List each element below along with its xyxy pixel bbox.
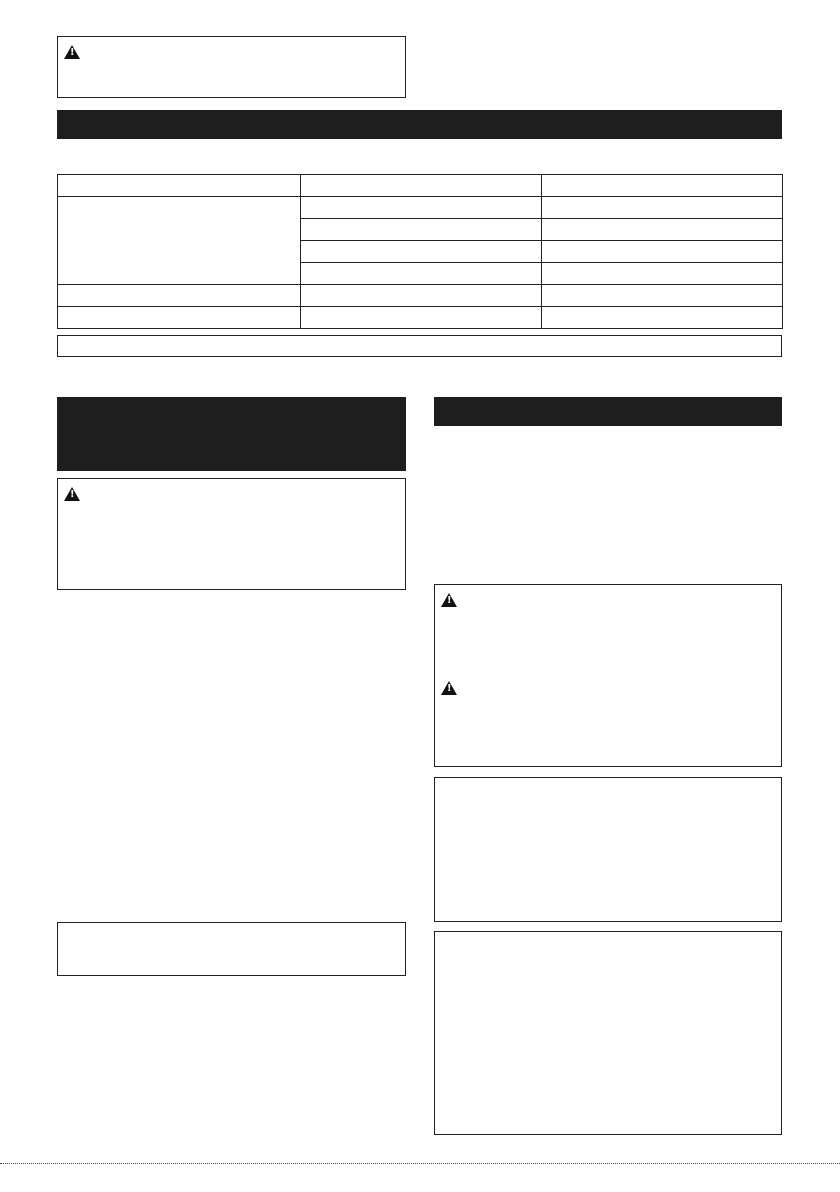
table-cell (542, 307, 783, 329)
left-section-header-bar (57, 397, 406, 471)
section-header-bar (57, 110, 782, 139)
right-notice-box-2 (434, 931, 782, 1135)
table-cell (542, 285, 783, 307)
table-cell (58, 307, 301, 329)
table-cell (301, 263, 542, 285)
warning-icon (64, 45, 80, 59)
left-note-box (57, 922, 406, 976)
table-row (58, 307, 783, 329)
right-section-header-bar (434, 397, 782, 426)
table-cell-merged (58, 197, 301, 285)
specification-table (57, 174, 783, 329)
table-cell (301, 241, 542, 263)
warning-icon (64, 487, 80, 501)
left-warning-box (57, 478, 406, 590)
table-cell (58, 175, 301, 197)
table-cell (301, 219, 542, 241)
table-cell (542, 241, 783, 263)
table-cell (301, 307, 542, 329)
table-note-box (57, 335, 782, 357)
warning-icon (441, 681, 457, 695)
footer-divider (0, 1163, 840, 1164)
top-warning-box (57, 36, 406, 98)
right-warning-box (434, 584, 782, 767)
warning-icon (441, 593, 457, 607)
right-notice-box-1 (434, 777, 782, 922)
table-cell (301, 197, 542, 219)
table-cell (542, 197, 783, 219)
table-cell (542, 219, 783, 241)
table-row (58, 197, 783, 219)
table-cell (301, 175, 542, 197)
table-cell (542, 175, 783, 197)
table-row (58, 285, 783, 307)
table-cell (58, 285, 301, 307)
table-cell (301, 285, 542, 307)
table-cell (542, 263, 783, 285)
table-row (58, 175, 783, 197)
